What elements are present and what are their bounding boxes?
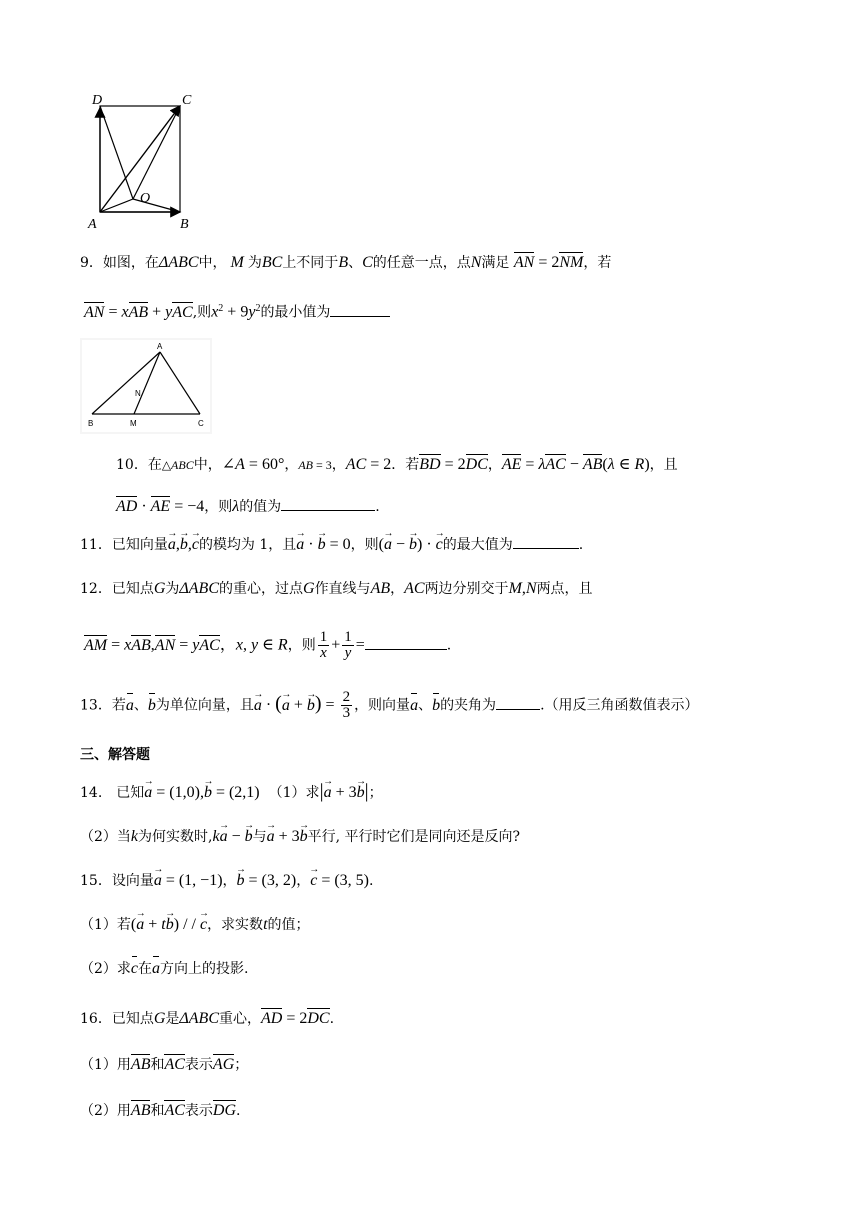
q9-line2: AN = xAB + yAC,则$x^2 + 9y^2$的最小值为 (84, 298, 390, 324)
q12-line2: AM = xAB,AN = yAC，x, y ∈ R，则 $\frac{1}{x}$ + $\frac{1}{y}$ = . (84, 629, 452, 661)
figure-rectangle-vectors (84, 88, 204, 233)
q12-line1: 12．已知点G为ΔABC的重心，过点G作直线与AB，AC两边分别交于M,N两点，且 (80, 580, 593, 597)
q13-line: 13．若a、b为单位向量，且→ a · (→ a + → b) = $\frac{2}{3}$ ，则向量a、b的夹角为 .（用反三角函数值表示） (80, 690, 699, 721)
figure1-label: C (182, 93, 192, 108)
figure2-label: B (88, 419, 94, 428)
figure1-label: B (180, 217, 189, 232)
figure2-label: C (198, 419, 204, 428)
figure1-label: O (140, 191, 151, 206)
section-title: 三、解答题 (80, 747, 150, 763)
figure2-label: M (130, 419, 137, 428)
q14-line1: 14. 已知→ a = (1,0),→ b = (2,1) （1）求|→ a + 3→ b|； (80, 780, 383, 804)
figure2-label: N (135, 389, 141, 398)
q15-line1: 15．设向量→ a = (1, −1)，→ b = (3, 2)，→ c = (3, 5). (80, 870, 373, 892)
q9-line1: 9．如图，在ΔABC中， M 为BC上不同于B、C的任意一点，点N满足 AN = 2NM，若 (80, 252, 611, 274)
figure-triangle (80, 338, 212, 434)
q10-line1: 10．在△ABC中，∠A = 60°，AB = 3，AC = 2．若BD = 2DC，AE = λAC − AB(λ ∈ R)，且 (116, 454, 678, 476)
q16-line2: （1）用AB和AC表示AG； (80, 1054, 248, 1076)
q16-line1: 16．已知点G是ΔABC重心，AD = 2DC. (80, 1008, 334, 1030)
q14-line2: （2）当k为何实数时,k→ a − → b与→ a + 3→ b平行, 平行时它们是同向还是反向? (80, 826, 520, 848)
figure2-label: A (157, 342, 163, 351)
q15-line3: （2）求c在a方向上的投影. (80, 958, 248, 980)
figure1-label: A (88, 217, 97, 232)
q11-line: 11．已知向量→ a,→ b,→ c的模均为 1，且→ a · → b = 0，则(→ a − → b) · → c的最大值为 . (80, 534, 583, 556)
q16-line3: （2）用AB和AC表示DG. (80, 1100, 240, 1122)
q15-line2: （1）若(→ a + t→ b) / / → c，求实数t的值； (80, 914, 310, 936)
q10-line2: AD · AE = −4，则λ的值为 . (116, 496, 380, 518)
figure1-label: D (92, 93, 103, 108)
